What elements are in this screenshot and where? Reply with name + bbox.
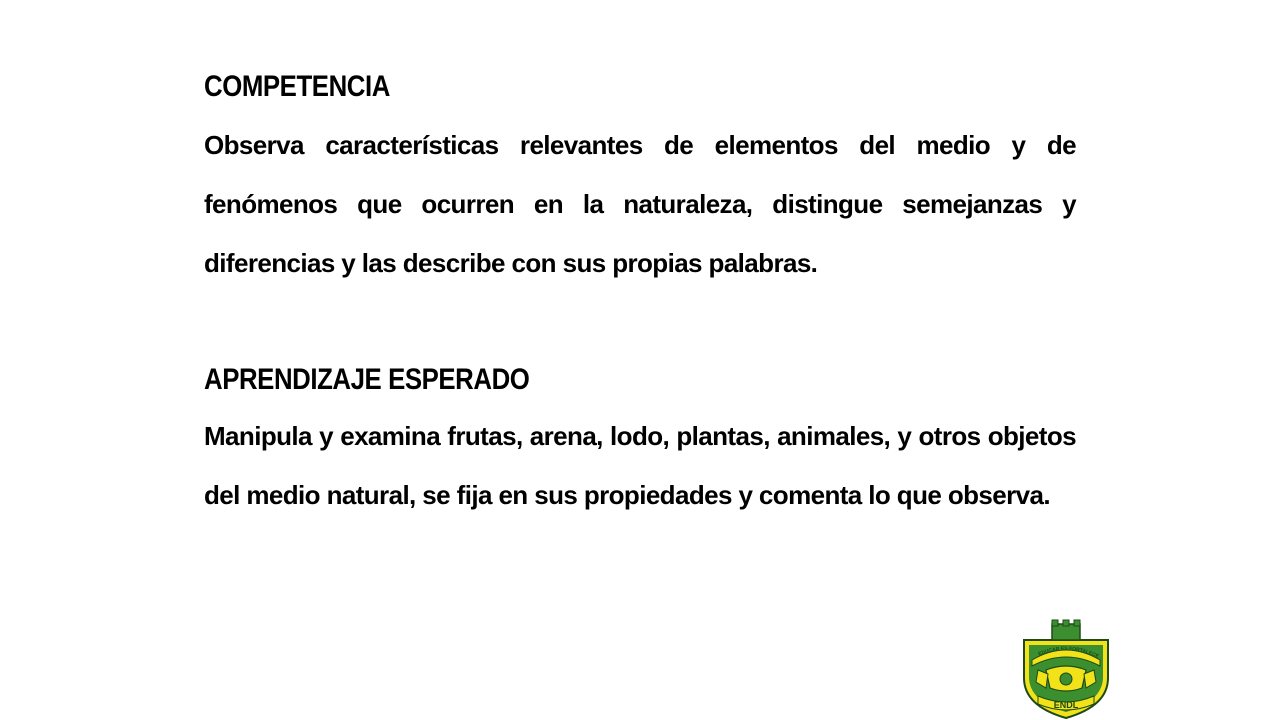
- crest-icon: [1016, 618, 1116, 720]
- aprendizaje-heading: APRENDIZAJE ESPERADO: [204, 363, 530, 396]
- crest-motto: EDUCAR ES FORTALECE: [1037, 645, 1100, 660]
- competencia-text: Observa características relevantes de elementos del medio y de fenómenos que ocurren en la naturaleza, distingue semejanzas y diferencias y las describe con sus propias palabras.: [204, 130, 1076, 278]
- slide-content: [204, 66, 1076, 525]
- competencia-heading: COMPETENCIA: [204, 70, 390, 103]
- aprendizaje-text: Manipula y examina frutas, arena, lodo, plantas, animales, y otros objetos del medio natural, se fija en sus propiedades y comenta lo que observa.: [204, 421, 1076, 510]
- school-crest-logo: [1016, 618, 1116, 720]
- crest-initials: ENDL: [1053, 700, 1079, 710]
